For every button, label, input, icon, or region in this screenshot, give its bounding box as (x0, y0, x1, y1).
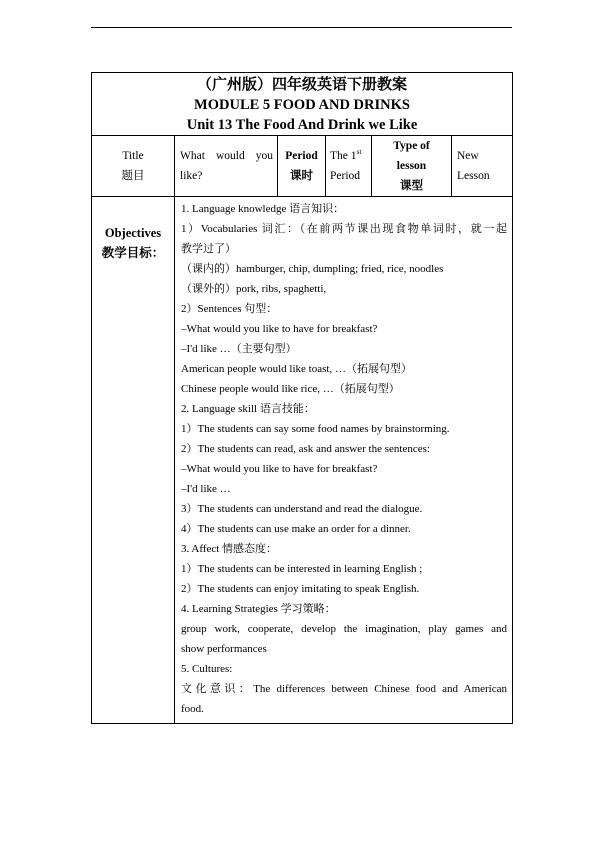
objective-line: 文化意识：The differences between Chinese food and American (181, 683, 508, 695)
objective-line: 2）The students can enjoy imitating to speak English. (181, 583, 420, 595)
objective-line: 1）The students can be interested in learning English ; (181, 563, 423, 575)
period-label-cn: 课时 (290, 170, 313, 182)
objective-line: American people would like toast, …（拓展句型） (181, 363, 412, 375)
title-label-cn: 题目 (121, 170, 145, 182)
title-label-cell (92, 136, 175, 197)
objective-line: Chinese people would like rice, …（拓展句型） (181, 383, 400, 395)
unit-title: Unit 13 The Food And Drink we Like (186, 117, 418, 133)
title-value: What would you like? (180, 150, 273, 182)
objective-line: 4）The students can use make an order for a dinner. (181, 523, 411, 535)
objective-line: show performances (181, 643, 267, 655)
type-label-en-1: Type of (393, 140, 430, 152)
type-label-cn: 课型 (400, 180, 423, 192)
type-label-en-2: lesson (396, 160, 427, 172)
objective-line: –I'd like …（主要句型） (181, 343, 297, 355)
objective-line: 2）Sentences 句型： (181, 303, 278, 315)
period-value-sup: st (356, 147, 362, 157)
title-chinese: （广州版）四年级英语下册教案 (197, 77, 408, 93)
objectives-label-en: Objectives (104, 226, 162, 240)
title-label-en: Title (122, 150, 144, 162)
type-value-cell (452, 136, 513, 197)
title-value-cell (175, 136, 278, 197)
objective-line: （课内的）hamburger, chip, dumpling; fried, rice, noodles (181, 263, 444, 275)
objective-line: 1）The students can say some food names by brainstorming. (181, 423, 450, 435)
objective-line: 4. Learning Strategies 学习策略： (181, 603, 336, 615)
objective-line: 3）The students can understand and read the dialogue. (181, 503, 423, 515)
objective-line: 2）The students can read, ask and answer the sentences: (181, 443, 430, 455)
objective-line: 1）Vocabularies 词汇：（在前两节课出现食物单词时，就一起 (181, 223, 508, 235)
period-value-line1 (330, 146, 371, 166)
objective-line: 1. Language knowledge 语言知识： (181, 203, 345, 215)
table-title-cell (92, 73, 513, 136)
type-value-1: New (457, 150, 479, 162)
period-label-en: Period (285, 150, 318, 162)
lesson-plan-table (91, 72, 513, 724)
objectives-content-cell (175, 197, 513, 724)
period-value-cell (326, 136, 372, 197)
period-value-post: Period (330, 170, 361, 182)
objective-line: food. (181, 703, 204, 715)
objective-line: –What would you like to have for breakfast? (181, 323, 378, 335)
header-rule (91, 27, 512, 28)
type-value-2: Lesson (457, 170, 490, 182)
objective-line: –I'd like … (181, 483, 231, 495)
period-label-cell (278, 136, 326, 197)
objective-line: group work, cooperate, develop the imagination, play games and (181, 623, 508, 635)
objective-line: 教学过了） (181, 243, 236, 255)
objective-line: –What would you like to have for breakfast? (181, 463, 378, 475)
objective-line: （课外的）pork, ribs, spaghetti, (181, 283, 327, 295)
objective-line: 5. Cultures: (181, 663, 233, 675)
objectives-label-cn: 教学目标： (101, 246, 165, 260)
objectives-label-cell (92, 197, 175, 724)
objective-line: 3. Affect 情感态度： (181, 543, 278, 555)
objective-line: 2. Language skill 语言技能： (181, 403, 315, 415)
period-value-pre: The 1 (330, 150, 357, 162)
module-title: MODULE 5 FOOD AND DRINKS (194, 97, 410, 113)
type-label-cell (372, 136, 452, 197)
